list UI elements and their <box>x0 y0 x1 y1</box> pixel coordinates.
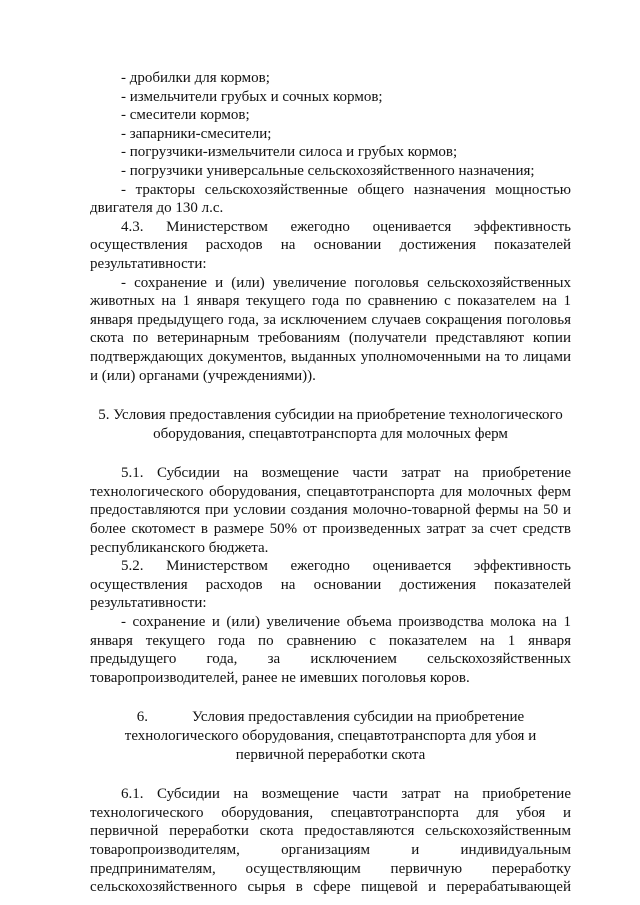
list-item: - измельчители грубых и сочных кормов; <box>121 88 383 105</box>
list-item: - смесители кормов; <box>121 107 250 124</box>
section-heading-line: 5. Условия предоставления субсидии на приобретение технологического <box>98 407 563 424</box>
section-heading-line <box>90 708 571 727</box>
paragraph-line: осуществления расходов на основании достижения показателей <box>90 576 571 593</box>
paragraph-4-3-indicator <box>90 274 571 386</box>
paragraph-line: января текущего года по сравнению с показателем на 1 января <box>90 632 571 649</box>
paragraph-6-1 <box>90 785 571 897</box>
paragraph-line: и (или) органами (учреждениями)). <box>90 367 316 384</box>
paragraph-line: - сохранение и (или) увеличение объема производства молока на 1 <box>121 614 571 631</box>
paragraph-line: 5.2. Министерством ежегодно оценивается эффективность <box>121 558 571 575</box>
paragraph-line: более скотомест в размере 50% от произведенных затрат за счет средств <box>90 521 571 538</box>
paragraph-5-2 <box>90 557 571 613</box>
section-5-heading <box>90 406 571 443</box>
list-item: - запарники-смесители; <box>121 125 272 142</box>
paragraph-line: осуществления расходов на основании достижения показателей <box>90 237 571 254</box>
paragraph-line: результативности: <box>90 595 207 612</box>
list-item: - погрузчики универсальные сельскохозяйственного назначения; <box>121 162 535 179</box>
paragraph-line: 4.3. Министерством ежегодно оценивается эффективность <box>121 218 571 235</box>
paragraph-line: подтверждающих документов, выданных уполномоченными на то лицами <box>90 348 571 365</box>
paragraph-line: первичной переработки скота предоставляются сельскохозяйственным <box>90 823 571 840</box>
paragraph-line: предыдущего года, за исключением сельскохозяйственных <box>90 651 571 668</box>
paragraph-line: результативности: <box>90 255 207 272</box>
paragraph-line: животных на 1 января текущего года по сравнению с показателем на 1 <box>90 293 571 310</box>
section-heading-line: оборудования, спецавтотранспорта для молочных ферм <box>153 425 508 442</box>
paragraph-line: республиканского бюджета. <box>90 539 269 556</box>
list-item-tractors: - тракторы сельскохозяйственные общего назначения мощностью <box>121 181 571 198</box>
section-heading-line: технологического оборудования, спецавтотранспорта для убоя и <box>124 728 537 744</box>
paragraph-line: технологического оборудования, спецавтотранспорта для убоя и <box>90 804 571 821</box>
paragraph-line: 6.1. Субсидии на возмещение части затрат на приобретение <box>121 786 571 803</box>
paragraph-line: предоставляются при условии создания молочно-товарной фермы на 50 и <box>90 502 571 519</box>
paragraph-5-2-indicator <box>90 613 571 687</box>
list-item: - дробилки для кормов; <box>121 70 270 86</box>
paragraph-line: января предыдущего года, за исключением случаев сокращения поголовья <box>90 311 571 328</box>
paragraph-line: товаропроизводителей, ранее не имевших поголовья коров. <box>90 669 470 686</box>
paragraph-line: 5.1. Субсидии на возмещение части затрат на приобретение <box>121 465 571 482</box>
document-body <box>90 69 571 897</box>
paragraph-5-1 <box>90 464 571 557</box>
section-heading-text: Условия предоставления субсидии на приобретение <box>192 709 525 726</box>
paragraph-4-3 <box>90 218 571 274</box>
paragraph-line: товаропроизводителям, организациям и индивидуальным <box>90 841 571 858</box>
section-6-heading <box>90 708 571 764</box>
equipment-list <box>90 69 571 218</box>
list-item-tractors-cont: двигателя до 130 л.с. <box>90 200 224 217</box>
paragraph-line: технологического оборудования, спецавтотранспорта для молочных ферм <box>90 483 571 500</box>
list-item: - погрузчики-измельчители силоса и грубых кормов; <box>121 144 458 161</box>
section-heading-line: первичной переработки скота <box>235 746 426 763</box>
section-number: 6. <box>136 709 148 726</box>
paragraph-line: - сохранение и (или) увеличение поголовья сельскохозяйственных <box>121 274 571 291</box>
paragraph-line: сельскохозяйственного сырья в сфере пищевой и перерабатывающей <box>90 879 571 896</box>
paragraph-line: предпринимателям, осуществляющим первичную переработку <box>90 860 571 877</box>
paragraph-line: скота по ветеринарным требованиям (получатели представляют копии <box>90 330 571 347</box>
